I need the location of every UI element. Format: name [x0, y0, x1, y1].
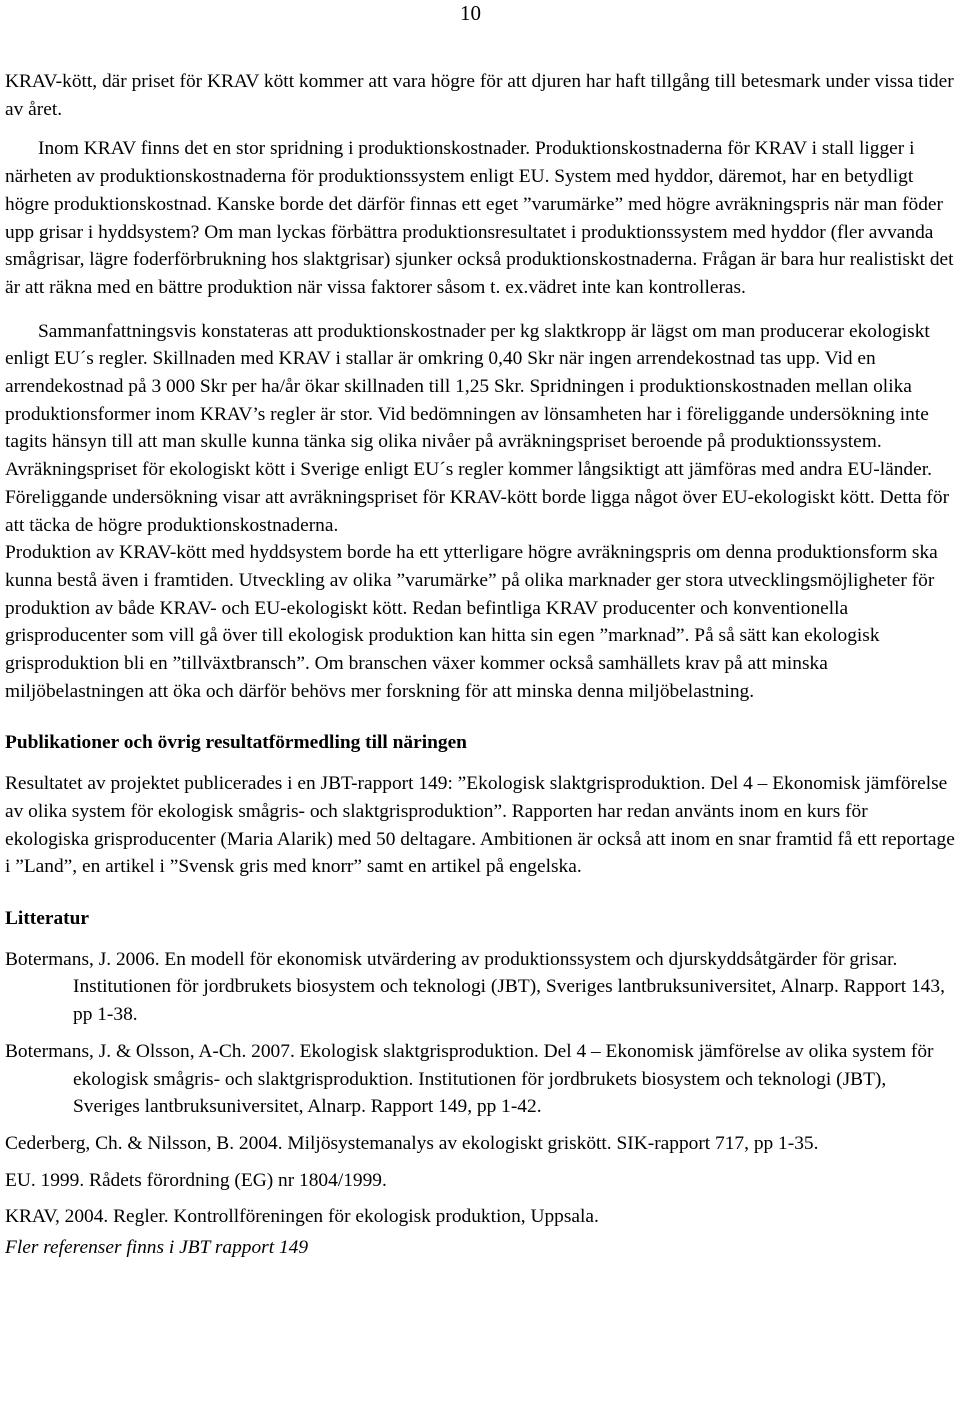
paragraph-summary: Sammanfattningsvis konstateras att produktionskostnader per kg slaktkropp är lägst om man producerar ekologiskt enligt EU´s regler. Skillnaden med KRAV i stallar är omkring 0,40 Skr när ingen arrendekostnad tas upp. Vid en arrendekostnad på 3 000 Skr per ha/år ökar skillnaden till 1,25 Skr. Spridningen i produktionskostnaden mellan olika produktionsformer inom KRAV’s regler är stor. Vid bedömningen av lönsamheten har i föreliggande undersökning inte tagits hänsyn till att man skulle kunna tänka sig olika nivåer på avräkningspriset beroende på produktionssystem.	[5, 320, 930, 453]
publication-text: Resultatet av projektet publicerades i en JBT-rapport 149: ”Ekologisk slaktgrisproduktion. Del 4 – Ekonomisk jämförelse av olika system för ekologisk smågris- och slaktgrisproduktion”. Rapporten har redan använts inom en kurs för ekologiska grisproducenter (Maria Alarik) med 50 deltagare. Ambitionen är också att inom en snar framtid få ett reportage i ”Land”, en artikel i ”Svensk gris med knorr” samt en artikel på engelska.	[5, 773, 955, 878]
page-number: 10	[460, 1, 481, 25]
paragraph-production-costs: Inom KRAV finns det en stor spridning i produktionskostnader. Produktionskostnaderna för KRAV i stall ligger i närheten av produktionskostnaderna för produktionssystem enligt EU. System med hyddor, däremot, har en betydligt högre produktionskostnad. Kanske borde det därför finnas ett eget ”varumärke” med högre avräkningspris när man föder upp grisar i hyddsystem? Om man lyckas förbättra produktionsresultatet i produktionssystem med hyddor (fler avvanda smågrisar, lägre foderförbrukning hos slaktgrisar) sjunker också produktionskostnaderna. Frågan är bara hur realistiskt det är att räkna med en bättre produktion när vissa faktorer såsom t. ex.vädret inte kan kontrolleras.	[5, 138, 954, 298]
paragraph-settlement-price: Avräkningspriset för ekologiskt kött i Sverige enligt EU´s regler kommer långsiktigt att jämföras med andra EU-länder. Föreliggande undersökning visar att avräkningspriset för KRAV-kött borde ligga något över EU-ekologiskt kött. Detta för att täcka de högre produktionskostnaderna.	[5, 459, 950, 536]
document-body	[5, 68, 955, 1262]
paragraph-krav-meat: KRAV-kött, där priset för KRAV kött kommer att vara högre för att djuren har haft tillgång till betesmark under vissa tider av året.	[5, 71, 954, 120]
publication-heading: Publikationer och övrig resultatförmedling till näringen	[5, 732, 467, 754]
reference-item: Cederberg, Ch. & Nilsson, B. 2004. Miljösystemanalys av ekologiskt griskött. SIK-rapport 717, pp 1-35.	[5, 1132, 819, 1154]
reference-list	[5, 946, 955, 1231]
more-references-note: Fler referenser finns i JBT rapport 149	[5, 1237, 309, 1259]
literature-heading: Litteratur	[5, 907, 89, 929]
paragraph-hut-system: Produktion av KRAV-kött med hyddsystem borde ha ett ytterligare högre avräkningspris om denna produktionsform ska kunna bestå även i framtiden. Utveckling av olika ”varumärke” på olika marknader ger stora utvecklingsmöjligheter för produktion av både KRAV- och EU-ekologiskt kött. Redan befintliga KRAV producenter och konventionella grisproducenter som vill gå över till ekologisk produktion kan hitta sin egen ”marknad”. På så sätt kan ekologisk grisproduktion bli en ”tillväxtbransch”. Om branschen växer kommer också samhällets krav på att minska miljöbelastningen att öka och därför behövs mer forskning för att minska denna miljöbelastning.	[5, 542, 938, 702]
reference-item: Botermans, J. & Olsson, A-Ch. 2007. Ekologisk slaktgrisproduktion. Del 4 – Ekonomisk jämförelse av olika system för ekologisk smågris- och slaktgrisproduktion. Institutionen för jordbrukets biosystem och teknologi (JBT), Sveriges lantbruksuniversitet, Alnarp. Rapport 149, pp 1-42.	[5, 1040, 934, 1118]
reference-item: EU. 1999. Rådets förordning (EG) nr 1804/1999.	[5, 1169, 387, 1191]
reference-item: KRAV, 2004. Regler. Kontrollföreningen för ekologisk produktion, Uppsala.	[5, 1206, 599, 1228]
reference-item: Botermans, J. 2006. En modell för ekonomisk utvärdering av produktionssystem och djurskyddsåtgärder för grisar. Institutionen för jordbrukets biosystem och teknologi (JBT), Sveriges lantbruksuniversitet, Alnarp. Rapport 143, pp 1-38.	[5, 948, 945, 1026]
